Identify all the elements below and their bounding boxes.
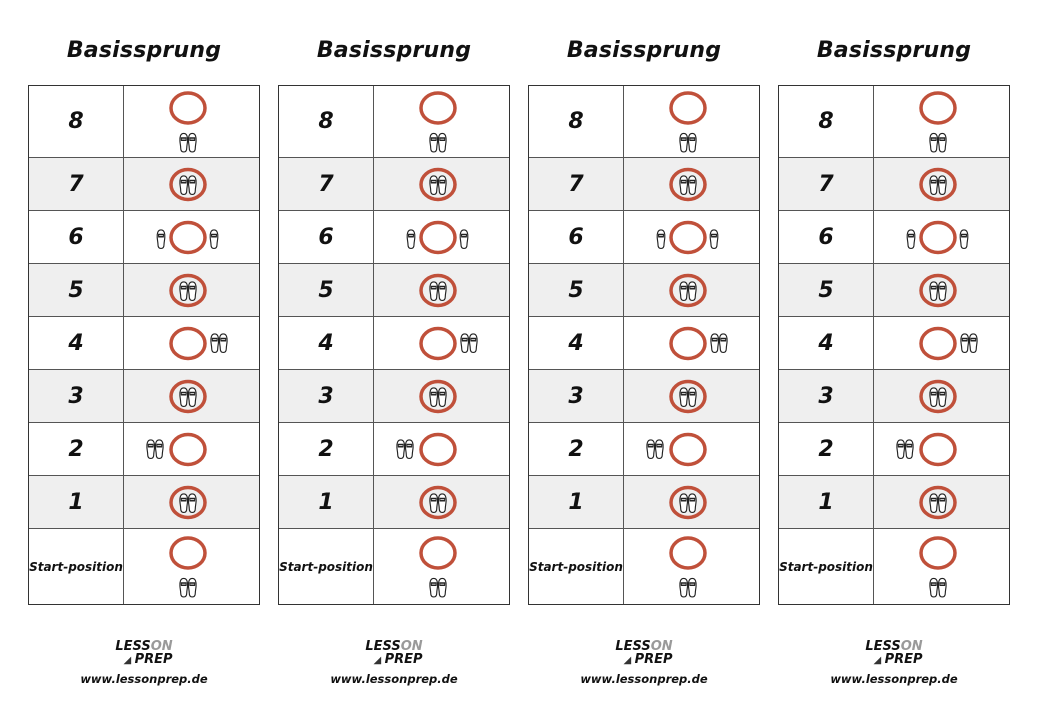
step-number bbox=[29, 529, 124, 604]
foot-icon bbox=[430, 494, 438, 513]
card-title: Basissprung bbox=[66, 38, 222, 63]
lessonprep-logo bbox=[115, 640, 172, 667]
step-row bbox=[279, 423, 509, 476]
step-number: 5 bbox=[279, 264, 374, 316]
foot-icon bbox=[969, 334, 977, 353]
step-row bbox=[29, 264, 259, 317]
foot-icon bbox=[438, 578, 446, 597]
foot-icon bbox=[438, 282, 446, 301]
foot-icon bbox=[188, 133, 196, 152]
step-row bbox=[29, 423, 259, 476]
step-label-line1: Start- bbox=[529, 559, 569, 574]
step-label-line1: Start- bbox=[29, 559, 69, 574]
foot-icon bbox=[905, 440, 913, 459]
foot-icon bbox=[211, 334, 219, 353]
step-figure bbox=[374, 370, 509, 422]
logo-text-prep: PREP bbox=[884, 652, 923, 667]
foot-icon bbox=[961, 334, 969, 353]
step-figure bbox=[124, 423, 259, 475]
step-number: 8 bbox=[779, 86, 874, 157]
foot-icon bbox=[680, 388, 688, 407]
foot-icon bbox=[960, 230, 968, 249]
foot-icon bbox=[680, 578, 688, 597]
step-row bbox=[279, 529, 509, 604]
step-figure bbox=[624, 211, 759, 263]
step-figure bbox=[374, 423, 509, 475]
hoop-icon bbox=[671, 329, 705, 359]
jump-card bbox=[28, 0, 260, 720]
hoop-icon bbox=[421, 538, 455, 568]
foot-icon bbox=[680, 494, 688, 513]
step-number: 6 bbox=[279, 211, 374, 263]
foot-icon bbox=[469, 334, 477, 353]
foot-icon bbox=[688, 133, 696, 152]
step-figure bbox=[124, 211, 259, 263]
logo-text-less: LESS bbox=[365, 639, 401, 654]
step-number: 2 bbox=[29, 423, 124, 475]
card-footer bbox=[28, 640, 260, 686]
hoop-icon bbox=[921, 329, 955, 359]
step-figure bbox=[874, 158, 1009, 210]
jump-sequence-table bbox=[778, 85, 1010, 605]
step-figure bbox=[624, 317, 759, 369]
step-row bbox=[529, 264, 759, 317]
hoop-icon bbox=[921, 93, 955, 123]
step-number: 8 bbox=[29, 86, 124, 157]
step-figure bbox=[874, 264, 1009, 316]
foot-icon bbox=[930, 176, 938, 195]
step-row bbox=[29, 317, 259, 370]
foot-icon bbox=[147, 440, 155, 459]
foot-icon bbox=[688, 494, 696, 513]
step-number bbox=[279, 529, 374, 604]
foot-icon bbox=[688, 578, 696, 597]
hoop-icon bbox=[171, 538, 205, 568]
foot-icon bbox=[188, 494, 196, 513]
step-figure bbox=[124, 529, 259, 604]
hoop-icon bbox=[921, 538, 955, 568]
foot-icon bbox=[680, 176, 688, 195]
jump-sequence-table bbox=[28, 85, 260, 605]
hoop-icon bbox=[171, 93, 205, 123]
hoop-icon bbox=[171, 223, 205, 253]
step-row bbox=[279, 211, 509, 264]
step-figure bbox=[124, 158, 259, 210]
foot-icon bbox=[157, 230, 165, 249]
step-row bbox=[29, 211, 259, 264]
foot-icon bbox=[688, 388, 696, 407]
step-number: 3 bbox=[279, 370, 374, 422]
step-row bbox=[779, 86, 1009, 158]
step-figure bbox=[624, 370, 759, 422]
card-footer bbox=[528, 640, 760, 686]
step-number: 5 bbox=[779, 264, 874, 316]
foot-icon bbox=[897, 440, 905, 459]
step-figure bbox=[874, 423, 1009, 475]
step-figure bbox=[874, 529, 1009, 604]
step-number: 1 bbox=[29, 476, 124, 528]
hoop-icon bbox=[421, 435, 455, 465]
foot-icon bbox=[180, 282, 188, 301]
card-footer bbox=[778, 640, 1010, 686]
step-row bbox=[279, 370, 509, 423]
jump-card bbox=[778, 0, 1010, 720]
step-row bbox=[779, 423, 1009, 476]
step-number: 7 bbox=[529, 158, 624, 210]
logo-text-prep: PREP bbox=[634, 652, 673, 667]
logo-text-prep: PREP bbox=[384, 652, 423, 667]
foot-icon bbox=[438, 133, 446, 152]
step-figure bbox=[124, 317, 259, 369]
foot-icon bbox=[680, 133, 688, 152]
step-number: 2 bbox=[529, 423, 624, 475]
hoop-icon bbox=[671, 435, 705, 465]
foot-icon bbox=[938, 133, 946, 152]
foot-icon bbox=[180, 388, 188, 407]
hoop-icon bbox=[171, 329, 205, 359]
foot-icon bbox=[210, 230, 218, 249]
logo-text-less: LESS bbox=[115, 639, 151, 654]
step-figure bbox=[374, 476, 509, 528]
step-label-line2: position bbox=[568, 559, 623, 574]
foot-icon bbox=[430, 388, 438, 407]
hoop-icon bbox=[671, 223, 705, 253]
step-figure bbox=[624, 476, 759, 528]
step-label-line2: position bbox=[818, 559, 873, 574]
lessonprep-logo bbox=[365, 640, 422, 667]
foot-icon bbox=[180, 578, 188, 597]
hoop-icon bbox=[671, 93, 705, 123]
step-row bbox=[279, 158, 509, 211]
step-number: 4 bbox=[29, 317, 124, 369]
foot-icon bbox=[710, 230, 718, 249]
step-row bbox=[529, 86, 759, 158]
jump-sequence-table bbox=[278, 85, 510, 605]
jump-card bbox=[528, 0, 760, 720]
step-figure bbox=[124, 370, 259, 422]
website-link[interactable]: www.lessonprep.de bbox=[330, 672, 458, 686]
foot-icon bbox=[657, 230, 665, 249]
step-number: 5 bbox=[29, 264, 124, 316]
foot-icon bbox=[938, 494, 946, 513]
step-number: 4 bbox=[779, 317, 874, 369]
step-row bbox=[779, 370, 1009, 423]
step-figure bbox=[874, 317, 1009, 369]
foot-icon bbox=[430, 176, 438, 195]
logo-text-on: ON bbox=[400, 639, 423, 654]
foot-icon bbox=[930, 578, 938, 597]
jump-sequence-table bbox=[528, 85, 760, 605]
sneaker-icon: ◢ bbox=[373, 655, 385, 666]
foot-icon bbox=[719, 334, 727, 353]
foot-icon bbox=[180, 494, 188, 513]
step-number bbox=[529, 529, 624, 604]
sneaker-icon: ◢ bbox=[123, 655, 135, 666]
step-number: 7 bbox=[779, 158, 874, 210]
step-figure bbox=[374, 211, 509, 263]
step-figure bbox=[374, 317, 509, 369]
foot-icon bbox=[188, 282, 196, 301]
foot-icon bbox=[938, 388, 946, 407]
logo-text-less: LESS bbox=[615, 639, 651, 654]
step-number: 3 bbox=[779, 370, 874, 422]
card-footer bbox=[278, 640, 510, 686]
step-row bbox=[529, 158, 759, 211]
foot-icon bbox=[405, 440, 413, 459]
foot-icon bbox=[930, 282, 938, 301]
website-link[interactable]: www.lessonprep.de bbox=[830, 672, 958, 686]
hoop-icon bbox=[421, 329, 455, 359]
hoop-icon bbox=[171, 435, 205, 465]
step-figure bbox=[124, 86, 259, 157]
step-row bbox=[279, 476, 509, 529]
step-figure bbox=[624, 264, 759, 316]
step-label-line2: position bbox=[68, 559, 123, 574]
step-figure bbox=[124, 476, 259, 528]
step-row bbox=[29, 158, 259, 211]
foot-icon bbox=[438, 388, 446, 407]
step-number: 7 bbox=[29, 158, 124, 210]
step-figure bbox=[624, 86, 759, 157]
step-number: 1 bbox=[779, 476, 874, 528]
step-number: 4 bbox=[529, 317, 624, 369]
hoop-icon bbox=[921, 435, 955, 465]
step-number: 6 bbox=[529, 211, 624, 263]
step-row bbox=[779, 476, 1009, 529]
logo-text-on: ON bbox=[150, 639, 173, 654]
foot-icon bbox=[188, 578, 196, 597]
foot-icon bbox=[680, 282, 688, 301]
step-row bbox=[529, 211, 759, 264]
step-number: 2 bbox=[779, 423, 874, 475]
foot-icon bbox=[219, 334, 227, 353]
foot-icon bbox=[430, 133, 438, 152]
step-number: 3 bbox=[29, 370, 124, 422]
foot-icon bbox=[180, 176, 188, 195]
step-number: 8 bbox=[279, 86, 374, 157]
step-figure bbox=[874, 370, 1009, 422]
step-row bbox=[779, 158, 1009, 211]
step-label-line2: position bbox=[318, 559, 373, 574]
foot-icon bbox=[461, 334, 469, 353]
logo-text-on: ON bbox=[900, 639, 923, 654]
step-number: 6 bbox=[29, 211, 124, 263]
step-row bbox=[779, 211, 1009, 264]
logo-text-prep: PREP bbox=[134, 652, 173, 667]
hoop-icon bbox=[421, 93, 455, 123]
step-figure bbox=[374, 529, 509, 604]
step-row bbox=[279, 317, 509, 370]
website-link[interactable]: www.lessonprep.de bbox=[580, 672, 708, 686]
logo-text-on: ON bbox=[650, 639, 673, 654]
website-link[interactable]: www.lessonprep.de bbox=[80, 672, 208, 686]
step-row bbox=[529, 370, 759, 423]
step-figure bbox=[624, 158, 759, 210]
step-row bbox=[29, 370, 259, 423]
foot-icon bbox=[438, 176, 446, 195]
card-title: Basissprung bbox=[816, 38, 972, 63]
step-number: 8 bbox=[529, 86, 624, 157]
step-row bbox=[279, 86, 509, 158]
step-number: 5 bbox=[529, 264, 624, 316]
step-figure bbox=[874, 86, 1009, 157]
foot-icon bbox=[907, 230, 915, 249]
step-row bbox=[779, 529, 1009, 604]
step-number: 4 bbox=[279, 317, 374, 369]
card-title: Basissprung bbox=[566, 38, 722, 63]
step-number: 1 bbox=[529, 476, 624, 528]
step-figure bbox=[624, 423, 759, 475]
step-row bbox=[29, 529, 259, 604]
foot-icon bbox=[930, 133, 938, 152]
foot-icon bbox=[180, 133, 188, 152]
step-number: 2 bbox=[279, 423, 374, 475]
step-figure bbox=[374, 158, 509, 210]
step-number: 1 bbox=[279, 476, 374, 528]
foot-icon bbox=[155, 440, 163, 459]
hoop-icon bbox=[921, 223, 955, 253]
foot-icon bbox=[655, 440, 663, 459]
jump-card bbox=[278, 0, 510, 720]
foot-icon bbox=[938, 578, 946, 597]
step-row bbox=[529, 423, 759, 476]
card-title: Basissprung bbox=[316, 38, 472, 63]
foot-icon bbox=[938, 176, 946, 195]
foot-icon bbox=[188, 176, 196, 195]
sneaker-icon: ◢ bbox=[873, 655, 885, 666]
foot-icon bbox=[188, 388, 196, 407]
foot-icon bbox=[407, 230, 415, 249]
step-number: 6 bbox=[779, 211, 874, 263]
foot-icon bbox=[460, 230, 468, 249]
foot-icon bbox=[647, 440, 655, 459]
step-figure bbox=[874, 476, 1009, 528]
step-figure bbox=[124, 264, 259, 316]
step-number: 7 bbox=[279, 158, 374, 210]
step-row bbox=[29, 476, 259, 529]
step-row bbox=[529, 476, 759, 529]
step-row bbox=[779, 264, 1009, 317]
step-label-line1: Start- bbox=[279, 559, 319, 574]
foot-icon bbox=[688, 282, 696, 301]
lessonprep-logo bbox=[615, 640, 672, 667]
step-row bbox=[529, 317, 759, 370]
step-number: 3 bbox=[529, 370, 624, 422]
step-figure bbox=[374, 86, 509, 157]
logo-text-less: LESS bbox=[865, 639, 901, 654]
foot-icon bbox=[930, 388, 938, 407]
step-number bbox=[779, 529, 874, 604]
step-figure bbox=[374, 264, 509, 316]
step-figure bbox=[624, 529, 759, 604]
foot-icon bbox=[938, 282, 946, 301]
step-figure bbox=[874, 211, 1009, 263]
lessonprep-logo bbox=[865, 640, 922, 667]
foot-icon bbox=[397, 440, 405, 459]
hoop-icon bbox=[671, 538, 705, 568]
hoop-icon bbox=[421, 223, 455, 253]
foot-icon bbox=[711, 334, 719, 353]
foot-icon bbox=[930, 494, 938, 513]
foot-icon bbox=[688, 176, 696, 195]
step-label-line1: Start- bbox=[779, 559, 819, 574]
step-row bbox=[529, 529, 759, 604]
step-row bbox=[29, 86, 259, 158]
sneaker-icon: ◢ bbox=[623, 655, 635, 666]
foot-icon bbox=[430, 578, 438, 597]
foot-icon bbox=[430, 282, 438, 301]
step-row bbox=[779, 317, 1009, 370]
step-row bbox=[279, 264, 509, 317]
foot-icon bbox=[438, 494, 446, 513]
